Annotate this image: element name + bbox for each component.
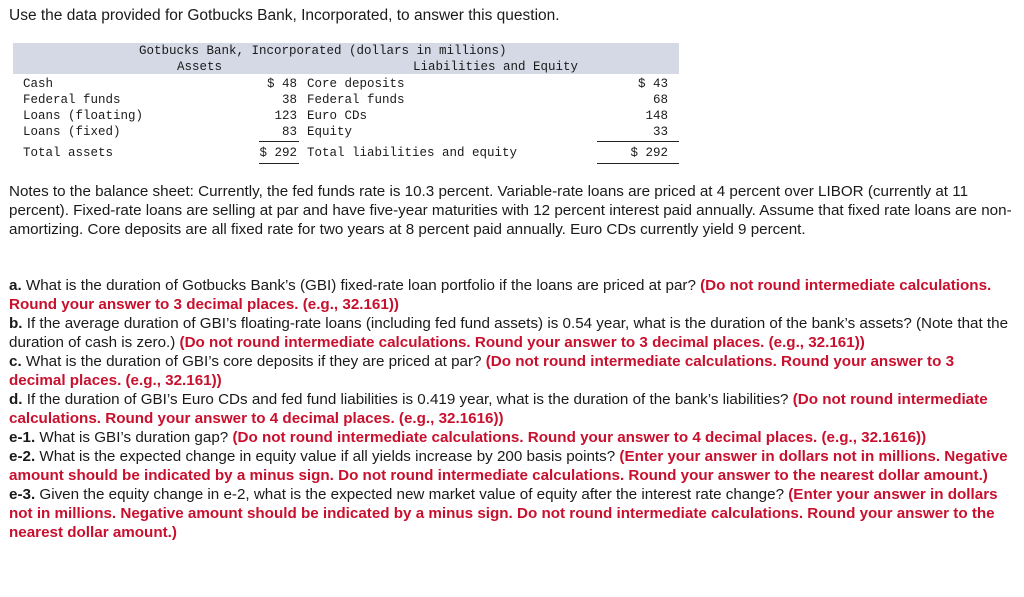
table-row (13, 125, 679, 141)
asset-value: 83 (281, 125, 297, 139)
liability-value: 33 (652, 125, 668, 139)
table-row (13, 109, 679, 125)
intro-text: Use the data provided for Gotbucks Bank, Incorporated, to answer this question. (9, 7, 560, 24)
asset-value: 123 (274, 109, 297, 123)
question-e3 (9, 485, 1014, 542)
question-instruction: (Enter your answer in dollars not in millions. Negative amount should be indicated by a minus sign. Do not round intermediate calculations. Round your answer to the nearest dollar amount.) (9, 486, 998, 541)
question-text: What is the duration of GBI’s core deposits if they are priced at par? (21, 353, 486, 370)
question-text: Given the equity change in e-2, what is the expected new market value of equity after the interest rate change? (35, 486, 789, 503)
asset-value: 38 (281, 93, 297, 107)
question-label: b. (9, 315, 23, 332)
total-rule-assets (259, 163, 299, 164)
subtotal-rule-liabilities (597, 141, 679, 142)
question-c (9, 352, 1014, 390)
balance-sheet-header (13, 43, 679, 74)
question-label: a. (9, 277, 22, 294)
liability-value: $ 43 (637, 77, 668, 91)
liability-label: Federal funds (307, 93, 405, 107)
liability-label: Equity (307, 125, 353, 139)
question-text: What is the duration of Gotbucks Bank’s (GBI) fixed-rate loan portfolio if the loans are priced at par? (21, 277, 701, 294)
total-assets-value: $ 292 (259, 146, 297, 160)
balance-sheet-table (13, 43, 679, 160)
asset-label: Loans (fixed) (23, 125, 121, 139)
question-label: d. (9, 391, 23, 408)
table-row (13, 93, 679, 109)
total-liabilities-label: Total liabilities and equity (307, 146, 518, 160)
liability-value: 68 (652, 93, 668, 107)
total-liabilities-value: $ 292 (630, 146, 668, 160)
question-instruction: (Enter your answer in dollars not in millions. Negative amount should be indicated by a minus sign. Do not round intermediate calculations. Round your answer to the nearest dollar amount.) (9, 448, 1008, 484)
question-label: c. (9, 353, 22, 370)
question-text: What is GBI’s duration gap? (35, 429, 233, 446)
balance-sheet-notes: Notes to the balance sheet: Currently, the fed funds rate is 10.3 percent. Variable-rate loans are priced at 4 percent over LIBOR (currently at 11 percent). Fixed-rate loans are selling at par and have five-year maturities with 12 percent interest paid annually. Assume that fixed rate loans are non-amortizing. Core deposits are all fixed rate for two years at 8 percent paid annually. Euro CDs currently yield 9 percent. (9, 183, 1012, 238)
question-d (9, 390, 1014, 428)
asset-label: Loans (floating) (23, 109, 144, 123)
liabilities-header: Liabilities and Equity (413, 60, 579, 74)
question-text: What is the expected change in equity value if all yields increase by 200 basis points? (35, 448, 620, 465)
question-label: e-2. (9, 448, 36, 465)
question-instruction: (Do not round intermediate calculations. Round your answer to 4 decimal places. (e.g., 32.1616)) (232, 429, 927, 446)
question-text: If the average duration of GBI’s floating-rate loans (including fed fund assets) is 0.54 year, what is the duration of the bank’s assets? (Note that the duration of cash is zero.) (9, 315, 1009, 351)
asset-value: $ 48 (266, 77, 297, 91)
question-label: e-1. (9, 429, 36, 446)
question-e1 (9, 428, 1014, 447)
total-row (13, 146, 679, 162)
question-e2 (9, 447, 1014, 485)
question-label: e-3. (9, 486, 36, 503)
liability-value: 148 (645, 109, 668, 123)
question-list (9, 276, 1014, 542)
question-text: If the duration of GBI’s Euro CDs and fed fund liabilities is 0.419 year, what is the duration of the bank’s liabilities? (22, 391, 793, 408)
asset-label: Cash (23, 77, 54, 91)
question-instruction: (Do not round intermediate calculations. Round your answer to 4 decimal places. (e.g., 32.1616)) (9, 391, 988, 427)
assets-header: Assets (177, 60, 223, 74)
asset-label: Federal funds (23, 93, 121, 107)
question-instruction: (Do not round intermediate calculations. Round your answer to 3 decimal places. (e.g., 32.161)) (9, 353, 955, 389)
total-assets-label: Total assets (23, 146, 114, 160)
table-row (13, 77, 679, 93)
question-a (9, 276, 1014, 314)
total-rule-liabilities (597, 163, 679, 164)
question-instruction: (Do not round intermediate calculations. Round your answer to 3 decimal places. (e.g., 32.161)) (179, 334, 865, 351)
liability-label: Euro CDs (307, 109, 368, 123)
question-instruction: (Do not round intermediate calculations. Round your answer to 3 decimal places. (e.g., 32.161)) (9, 277, 992, 313)
question-b (9, 314, 1014, 352)
liability-label: Core deposits (307, 77, 405, 91)
subtotal-rule-assets (259, 141, 299, 142)
balance-sheet-title: Gotbucks Bank, Incorporated (dollars in millions) (139, 44, 507, 58)
